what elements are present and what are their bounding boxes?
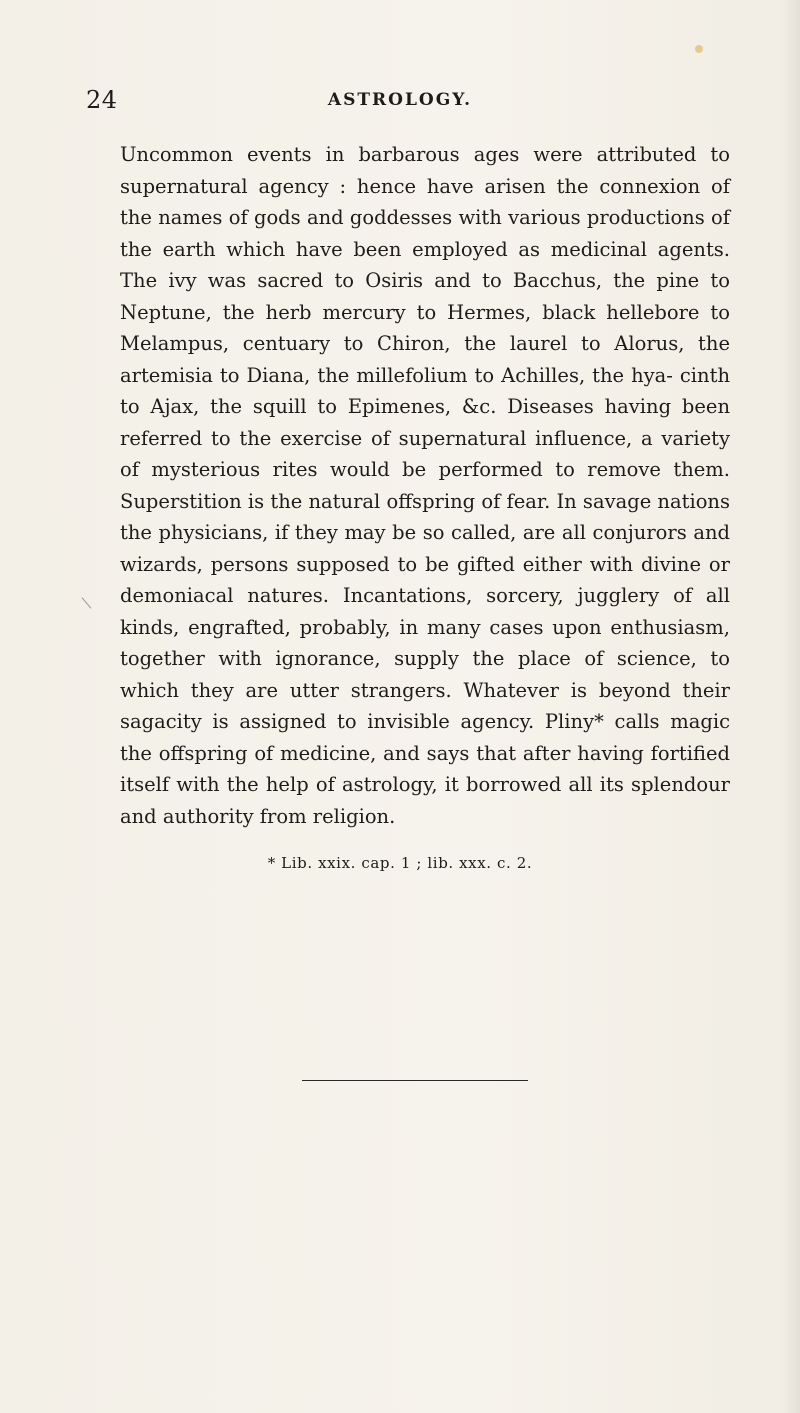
footnote: * Lib. xxix. cap. 1 ; lib. xxx. c. 2.	[267, 854, 533, 872]
page-edge-shadow	[782, 0, 800, 1413]
margin-mark	[82, 597, 92, 608]
closing-rule	[302, 1080, 528, 1081]
running-head: ASTROLOGY.	[327, 90, 473, 110]
paper-stain	[695, 45, 703, 53]
body-paragraph: Uncommon events in barbarous ages were attributed to supernatural agency : hence have arisen the connexion of the names of gods and goddesses with various productions of the earth which have been employed as medicinal agents. The ivy was sacred to Osiris and to Bacchus, the pine to Neptune, the herb mercury to Hermes, black hellebore to Melampus, centuary to Chiron, the laurel to Alorus, the artemisia to Diana, the millefolium to Achilles, the hya- cinth to Ajax, the squill to Epimenes, &c. Diseases having been referred to the exercise of supernatural influence, a variety of mysterious rites would be performed to remove them. Superstition is the natural offspring of fear. In savage nations the physicians, if they may be so called, are all conjurors and wizards, persons supposed to be gifted either with divine or demoniacal natures. Incantations, sorcery, jugglery of all kinds, engrafted, probably, in many cases upon enthusiasm, together with ignorance, supply the place of science, to which they are utter strangers. Whatever is beyond their sagacity is assigned to invisible agency. Pliny* calls magic the offspring of medicine, and says that after having fortified itself with the help of astrology, it borrowed all its splendour and authority from religion.	[120, 143, 730, 828]
page-number: 24	[86, 86, 118, 114]
